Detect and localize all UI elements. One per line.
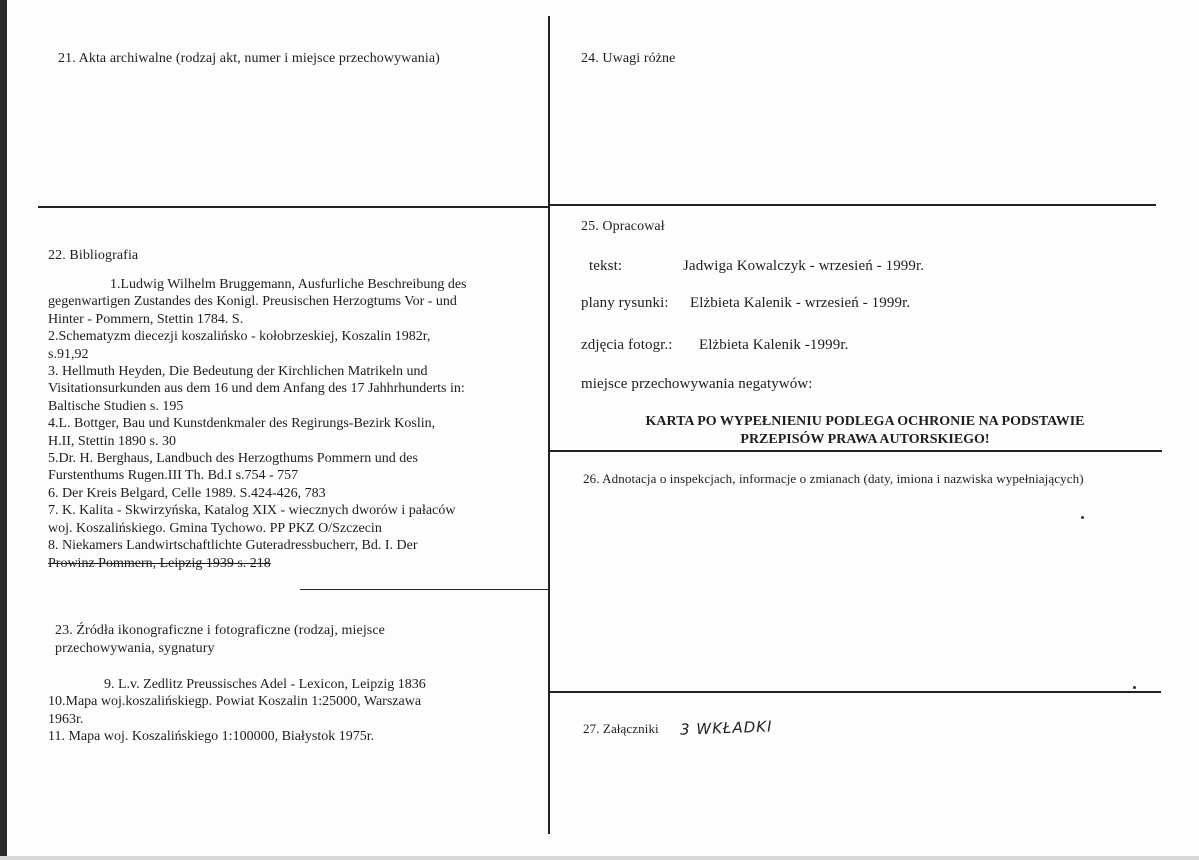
scan-edge-left — [0, 0, 7, 860]
handwritten-annotation-text: 3 WKŁADKI — [679, 717, 773, 739]
bibliography-list — [48, 276, 518, 572]
vertical-divider — [548, 16, 550, 834]
bibliography-line: Furstenthums Rugen.III Th. Bd.I s.754 - 757 — [48, 468, 299, 484]
divider-22-23 — [300, 589, 548, 590]
ink-speck — [1133, 686, 1136, 689]
handwritten-annotation — [678, 713, 788, 743]
ink-speck — [1081, 516, 1084, 519]
divider-21-22 — [38, 206, 548, 208]
scan-edge-bottom — [0, 856, 1199, 860]
section-25-heading: 25. Opracował — [581, 219, 665, 234]
bibliography-line: s.91,92 — [48, 346, 89, 362]
tekst-value: Jadwiga Kowalczyk - wrzesień - 1999r. — [683, 258, 925, 274]
section-23-heading-line2: przechowywania, sygnatury — [55, 641, 215, 656]
iconography-line: 9. L.v. Zedlitz Preussisches Adel - Lexicon, Leipzig 1836 — [104, 677, 426, 692]
divider-24-25 — [549, 204, 1156, 206]
copyright-warning-line1: KARTA PO WYPEŁNIENIU PODLEGA OCHRONIE NA PODSTAWIE — [645, 414, 1085, 429]
tekst-label: tekst: — [589, 258, 623, 274]
copyright-warning-line2: PRZEPISÓW PRAWA AUTORSKIEGO! — [740, 432, 990, 447]
iconography-list — [48, 676, 518, 746]
section-21-heading: 21. Akta archiwalne (rodzaj akt, numer i miejsce przechowywania) — [58, 51, 440, 66]
bibliography-line: Hinter - Pommern, Stettin 1784. S. — [48, 311, 244, 327]
section-26-heading: 26. Adnotacja o inspekcjach, informacje o zmianach (daty, imiona i nazwiska wypełniających) — [583, 471, 1084, 486]
bibliography-line: Baltische Studien s. 195 — [48, 398, 184, 414]
iconography-line: 10.Mapa woj.koszalińskiegp. Powiat Koszalin 1:25000, Warszawa — [48, 694, 422, 710]
bibliography-line: gegenwartigen Zustandes des Konigl. Preusischen Herzogtums Vor - und — [48, 294, 457, 310]
bibliography-line: 1.Ludwig Wilhelm Bruggemann, Ausfurliche Beschreibung des — [110, 277, 467, 292]
bibliography-line: H.II, Stettin 1890 s. 30 — [48, 433, 176, 449]
bibliography-line: 6. Der Kreis Belgard, Celle 1989. S.424-426, 783 — [48, 485, 326, 501]
negatywy-label: miejsce przechowywania negatywów: — [581, 376, 813, 392]
bibliography-line: 7. K. Kalita - Skwirzyńska, Katalog XIX - wiecznych dworów i pałaców — [48, 503, 456, 519]
section-27-heading: 27. Załączniki — [583, 721, 659, 736]
bibliography-line: 3. Hellmuth Heyden, Die Bedeutung der Kirchlichen Matrikeln und — [48, 364, 428, 380]
plany-label: plany rysunki: — [581, 295, 669, 311]
section-24-heading: 24. Uwagi różne — [581, 51, 676, 66]
section-23-heading-line1: 23. Źródła ikonograficzne i fotograficzne (rodzaj, miejsce — [55, 623, 385, 638]
divider-25-26 — [549, 450, 1162, 452]
iconography-line: 1963r. — [48, 711, 84, 727]
bibliography-line: woj. Koszalińskiego. Gmina Tychowo. PP PKZ O/Szczecin — [48, 520, 382, 536]
bibliography-line: 2.Schematyzm diecezji koszalińsko - kołobrzeskiej, Koszalin 1982r, — [48, 329, 431, 345]
bibliography-line: 8. Niekamers Landwirtschaftlichte Guteradressbucherr, Bd. I. Der — [48, 538, 418, 554]
bibliography-line: 5.Dr. H. Berghaus, Landbuch des Herzogthums Pommern und des — [48, 451, 418, 467]
divider-26-27 — [549, 691, 1161, 693]
bibliography-line: Visitationsurkunden aus dem 16 und dem Anfang des 17 Jahhrhunderts in: — [48, 381, 465, 397]
zdjecia-value: Elżbieta Kalenik -1999r. — [699, 337, 849, 353]
zdjecia-label: zdjęcia fotogr.: — [581, 337, 673, 353]
plany-value: Elżbieta Kalenik - wrzesień - 1999r. — [690, 295, 911, 311]
iconography-line: 11. Mapa woj. Koszalińskiego 1:100000, Białystok 1975r. — [48, 729, 375, 745]
copyright-warning — [580, 413, 1150, 449]
bibliography-line-struck: Prowinz Pommern, Leipzig 1939 s. 218 — [48, 555, 271, 571]
section-22-heading: 22. Bibliografia — [48, 248, 139, 263]
bibliography-line: 4.L. Bottger, Bau und Kunstdenkmaler des Regirungs-Bezirk Koslin, — [48, 416, 436, 432]
